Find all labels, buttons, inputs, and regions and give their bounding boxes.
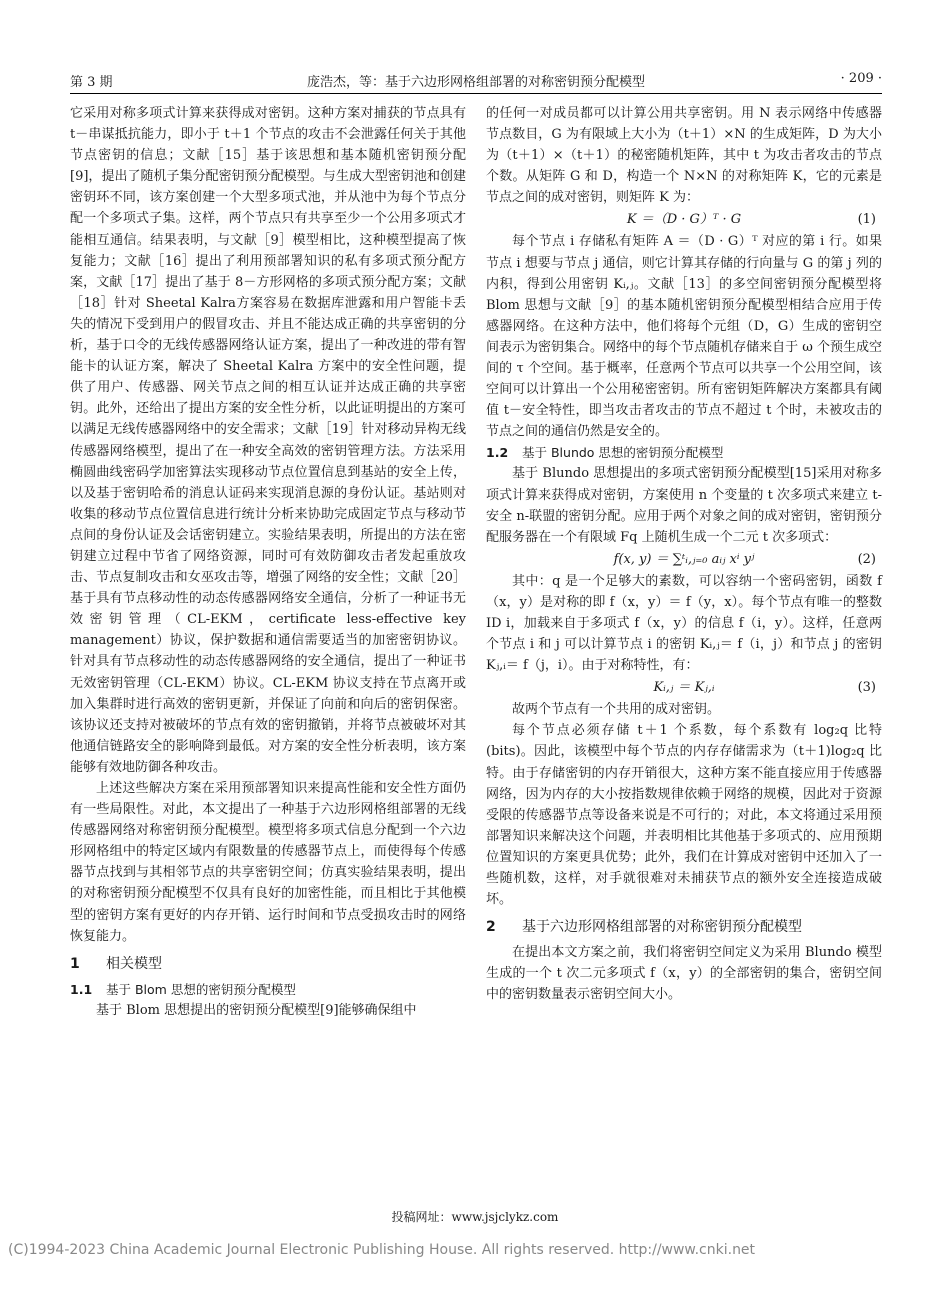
issue-number: 第 3 期 <box>70 75 113 90</box>
subsection-heading: 1.1 基于 Blom 思想的密钥预分配模型 <box>70 981 296 997</box>
paragraph: 基于 Blom 思想提出的密钥预分配模型[9]能够确保组中 <box>96 1002 417 1018</box>
equation-3: Kᵢ,ⱼ ＝ Kⱼ,ᵢ (3) <box>653 680 876 696</box>
paragraph: 故两个节点有一个共用的成对密钥。 <box>512 702 721 718</box>
running-title: 庞浩杰，等：基于六边形网格组部署的对称密钥预分配模型 <box>306 75 645 90</box>
equation-1: K ＝（D · G）ᵀ · G (1) <box>626 212 876 228</box>
left-column <box>70 103 466 1021</box>
section-heading: 2 基于六边形网格组部署的对称密钥预分配模型 <box>486 919 802 936</box>
section-heading: 1 相关模型 <box>70 955 162 972</box>
paragraph: 每个节点必须存储 t＋1 个系数，每个系数有 log₂q 比特(bits)。因此，该模型中每个节点的内存存储需求为（t＋1)log₂q 比特。由于存储密钥的内存开销很大，这种方案不能直接应用于传感器网络，因为内存的大小按指数规律依赖于网络的规模，因此对于资源受限的传感器节点等设备来说是不可行的；对此，本文将通过采用预部署知识来解决这个问题，并表明相比其他基于多项式的、应用预期位置知识的方案更具优势；此外，我们在计算成对密钥中还加入了一些随机数，这样，对手就很难对未捕获节点的额外安全连接造成破坏。 <box>486 723 882 908</box>
paragraph: 基于 Blundo 思想提出的多项式密钥预分配模型[15]采用对称多项式计算来获得成对密钥，方案使用 n 个变量的 t 次多项式来建立 t-安全 n-联盟的密钥分配。应用于两个对象之间的成对密钥，密钥预分配服务器在一个有限域 Fq 上随机生成一个二元 t 次多项式： <box>486 466 882 545</box>
paragraph: 上述这些解决方案在采用预部署知识来提高性能和安全性方面仍有一些局限性。对此，本文提出了一种基于六边形网格组部署的无线传感器网络对称密钥预分配模型。模型将多项式信息分配到一个六边形网格组中的特定区域内有限数量的传感器节点上，而使得每个传感器节点找到与其相邻节点的共享密钥空间；仿真实验结果表明，提出的对称密钥预分配模型不仅具有良好的加密性能，而且相比于其他模型的密钥方案有更好的内存开销、运行时间和节点受损攻击时的网络恢复能力。 <box>70 781 466 944</box>
submission-url: 投稿网址：www.jsjclykz.com <box>391 1210 559 1224</box>
paragraph: 在提出本文方案之前，我们将密钥空间定义为采用 Blundo 模型生成的一个 t 次二元多项式 f（x，y）的全部密钥的集合，密钥空间中的密钥数量表示密钥空间大小。 <box>486 945 882 1003</box>
paragraph: 它采用对称多项式计算来获得成对密钥。这种方案对捕获的节点具有 t－串谋抵抗能力，即小于 t＋1 个节点的攻击不会泄露任何关于其他节点密钥的信息；文献［15］基于该思想和基本随机密钥预分配[9]，提出了随机子集分配密钥预分配模型。与生成大型密钥池和创建密钥环不同，该方案创建一个大型多项式池，并从池中为每个节点分配一个多项式子集。这样，两个节点只有共享至少一个公用多项式才能相互通信。结果表明，与文献［9］模型相比，这种模型提高了恢复能力；文献［16］提出了利用预部署知识的私有多项式预分配方案，文献［17］提出了基于 8－方形网格的多项式预分配方案；文献［18］针对 Sheetal Kalra方案容易在数据库泄露和用户智能卡丢失的情况下受到用户的假冒攻击、并且不能达成正确的共享密钥的分析，基于口令的无线传感器网络认证方案，提出了一种改进的带有智能卡的认证方案，解决了 Sheetal Kalra 方案中的安全性问题，提供了用户、传感器、网关节点之间的相互认证并达成正确的共享密钥。此外，还给出了提出方案的安全性分析，以此证明提出的方案可以满足无线传感器网络中的安全需求；文献［19］针对移动异构无线传感器网络模型，提出了在一种安全高效的密钥管理方法。方法采用椭圆曲线密码学加密算法实现移动节点位置信息到基站的安全上传，以及基于密钥哈希的消息认证码来实现消息源的身份认证。基站则对收集的移动节点位置信息进行统计分析来协助完成固定节点与移动节点间的身份认证及会话密钥建立。实验结果表明，所提出的方法在密钥建立过程中节省了网络资源，同时可有效防御攻击者发起重放攻击、节点复制攻击和女巫攻击等，增强了网络的安全性；文献［20］基于具有节点移动性的动态传感器网络安全通信，分析了一种证书无效密钥管理（CL-EKM，certificate less-effective key management）协议，保护数据和通信需要适当的加密密钥协议。针对具有节点移动性的动态传感器网络的安全通信，提出了一种证书无效密钥管理（CL-EKM）协议。CL-EKM 协议支持在节点离开或加入集群时进行高效的密钥更新，并保证了向前和向后的密钥保密。该协议还支持对被破坏的节点有效的密钥撤销，并将节点被破坏对其他通信链路安全的影响降到最低。对方案的安全性分析表明，该方案能够有效地防御各种攻击。 <box>70 106 466 775</box>
paragraph: 其中：q 是一个足够大的素数，可以容纳一个密码密钥，函数 f（x，y）是对称的即 f（x，y）＝ f（y，x）。每个节点有唯一的整数 ID i，加载来自于多项式 f（x，y）的信息 f（i，y）。这样，任意两个节点 i 和 j 可以计算节点 i 的密钥 Kᵢ,ⱼ＝ f（i，j）和节点 j 的密钥 Kⱼ,ᵢ＝ f（j，i）。由于对称特性，有： <box>486 573 882 674</box>
running-header <box>70 63 882 94</box>
copyright-watermark: (C)1994-2023 China Academic Journal Electronic Publishing House. All rights reserved. http://www.cnki.net <box>8 1242 756 1258</box>
right-column <box>486 103 882 1005</box>
paragraph: 的任何一对成员都可以计算公用共享密钥。用 N 表示网络中传感器节点数目，G 为有限域上大小为（t＋1）×N 的生成矩阵，D 为大小为（t＋1）×（t＋1）的秘密随机矩阵，其中 t 为攻击者攻击的节点个数。从矩阵 G 和 D，构造一个 N×N 的对称矩阵 K，它的元素是节点之间的成对密钥，则矩阵 K 为： <box>486 106 882 206</box>
subsection-heading: 1.2 基于 Blundo 思想的密钥预分配模型 <box>486 445 724 461</box>
paragraph: 每个节点 i 存储私有矩阵 A ＝（D · G）ᵀ 对应的第 i 行。如果节点 i 想要与节点 j 通信，则它计算其存储的行向量与 G 的第 j 列的内积，得到公用密钥 Kᵢ,ⱼ。文献［13］的多空间密钥预分配模型将 Blom 思想与文献［9］的基本随机密钥预分配模型相结合应用于传感器网络。在这种方法中，他们将每个元组（D，G）生成的密钥空间表示为密钥集合。网络中的每个节点随机存储来自于 ω 个预生成空间的 τ 个空间。基于概率，任意两个节点可以共享一个公用空间，该空间可以计算出一个公用秘密密钥。所有密钥矩阵解决方案都具有阈值 t－安全特性，即当攻击者攻击的节点不超过 t 个时，未被攻击的节点之间的通信仍然是安全的。 <box>486 234 882 440</box>
page-number: · 209 · <box>840 71 882 86</box>
equation-2: f(x, y) ＝ ∑ᵗᵢ,ⱼ₌₀ aᵢⱼ xⁱ yʲ (2) <box>613 551 876 567</box>
